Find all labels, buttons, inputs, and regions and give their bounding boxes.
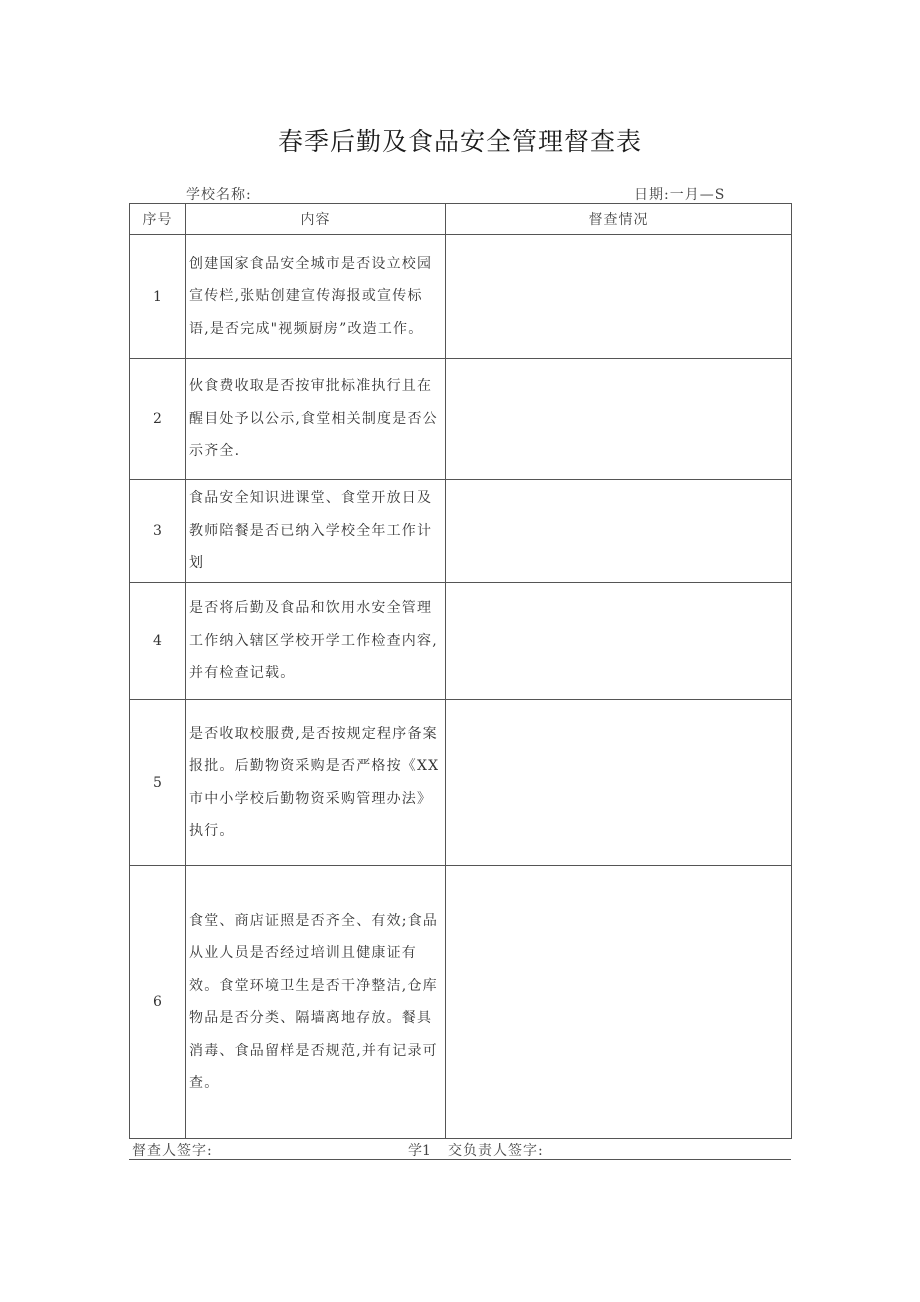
row-result[interactable] [446,235,792,359]
table-row [130,359,792,480]
row-seq: 6 [130,866,186,1139]
table-row [130,866,792,1139]
date-label: 日期:一月—S [634,187,726,203]
row-content: 伙食费收取是否按审批标准执行且在醒目处予以公示,食堂相关制度是否公示齐全. [186,359,446,480]
school-name-label: 学校名称: [186,187,252,203]
row-content: 创建国家食品安全城市是否设立校园宣传栏,张贴创建宣传海报或宣传标语,是否完成"视频厨房”改造工作。 [186,235,446,359]
school-mark: 学1 [408,1143,431,1159]
row-seq: 3 [130,480,186,583]
table-row [130,700,792,866]
footer-divider [129,1159,791,1160]
row-result[interactable] [446,480,792,583]
table-row [130,583,792,700]
table-row [130,480,792,583]
column-header-seq: 序号 [130,204,186,235]
row-result[interactable] [446,583,792,700]
row-result[interactable] [446,700,792,866]
row-result[interactable] [446,866,792,1139]
row-content: 是否收取校服费,是否按规定程序备案报批。后勤物资采购是否严格按《XX市中小学校后勤物资采购管理办法》执行。 [186,700,446,866]
row-seq: 2 [130,359,186,480]
row-seq: 1 [130,235,186,359]
responsible-signature-label: 交负责人签字: [448,1143,544,1159]
inspector-signature-label: 督查人签字: [132,1143,213,1159]
column-header-content: 内容 [186,204,446,235]
table-header-row [130,204,792,235]
document-title: 春季后勤及食品安全管理督查表 [277,127,642,156]
row-seq: 4 [130,583,186,700]
row-content: 食堂、商店证照是否齐全、有效;食品从业人员是否经过培训且健康证有效。食堂环境卫生是否干净整洁,仓库物品是否分类、隔墙离地存放。餐具消毒、食品留样是否规范,并有记录可查。 [186,866,446,1139]
column-header-result: 督查情况 [446,204,792,235]
row-result[interactable] [446,359,792,480]
inspection-table [129,203,792,1139]
row-content: 是否将后勤及食品和饮用水安全管理工作纳入辖区学校开学工作检查内容,并有检查记载。 [186,583,446,700]
table-row [130,235,792,359]
row-seq: 5 [130,700,186,866]
row-content: 食品安全知识进课堂、食堂开放日及教师陪餐是否已纳入学校全年工作计划 [186,480,446,583]
